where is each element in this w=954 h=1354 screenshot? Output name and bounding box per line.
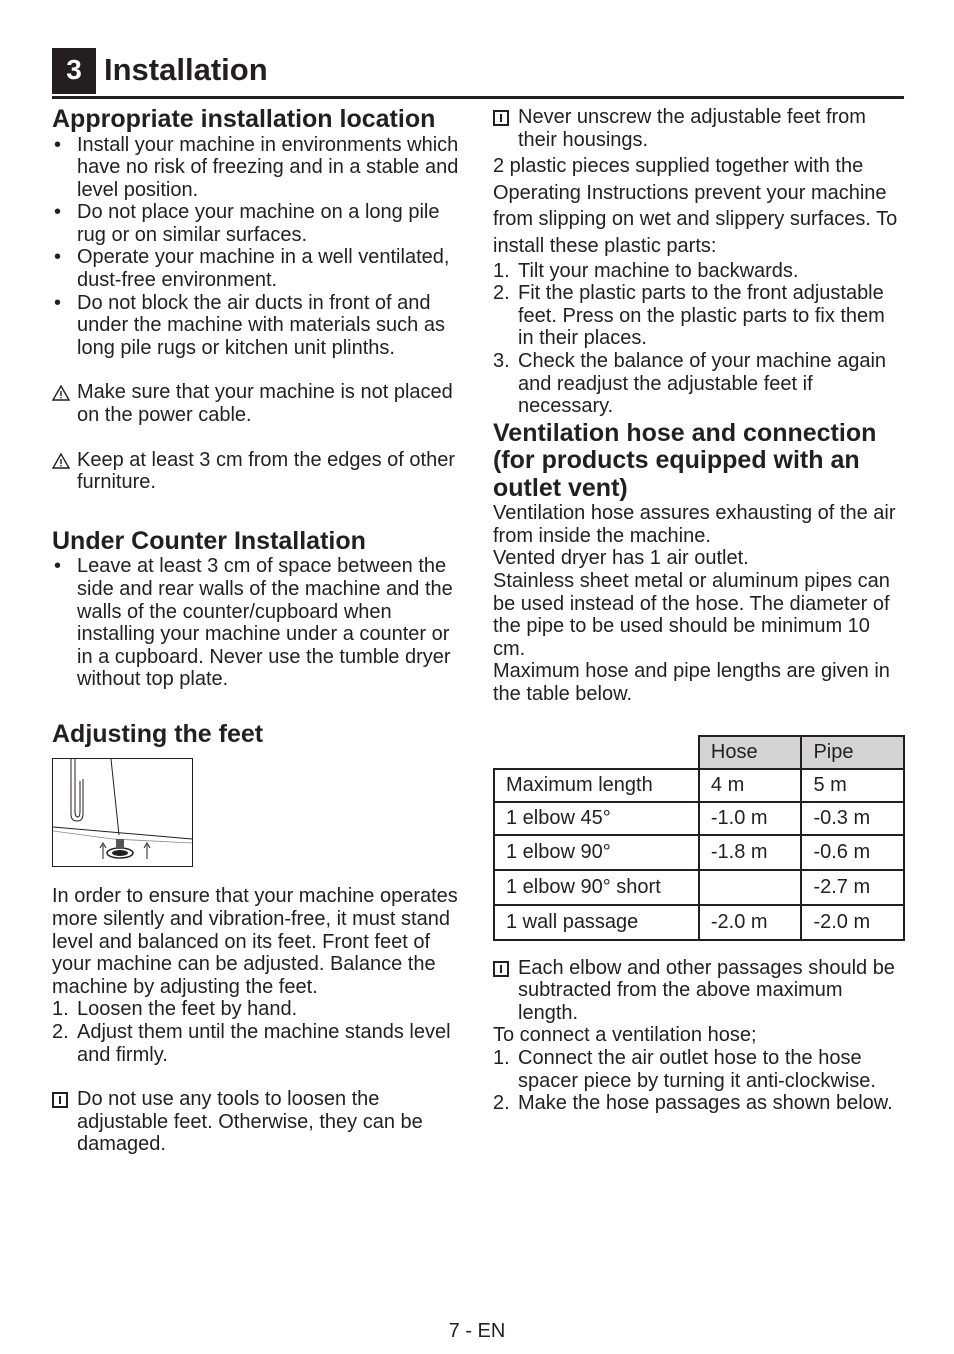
vent-paragraph: Ventilation hose assures exhausting of the air from inside the machine. bbox=[493, 502, 896, 547]
list-item: • Operate your machine in a well ventilated, dust-free environment. bbox=[54, 246, 450, 292]
connect-intro: To connect a ventilation hose; bbox=[493, 1024, 757, 1047]
connect-steps-list bbox=[493, 1047, 905, 1115]
hose-length-table bbox=[493, 735, 905, 941]
info-icon bbox=[493, 109, 509, 132]
warning-note: Keep at least 3 cm from the edges of other furniture. bbox=[52, 449, 460, 494]
list-item: • Leave at least 3 cm of space between the side and rear walls of the machine and the walls of the counter/cupboard when installing your machine under a counter or in a cupboard. Never use the tumble dryer without top plate. bbox=[54, 555, 453, 691]
heading-ventilation-hose: Ventilation hose and connection (for products equipped with an outlet vent) bbox=[493, 418, 877, 502]
section-number: 3 bbox=[52, 48, 96, 94]
table-row: 1 elbow 90° -1.8 m -0.6 m bbox=[494, 835, 904, 870]
info-note: Do not use any tools to loosen the adjustable feet. Otherwise, they can be damaged. bbox=[52, 1088, 460, 1156]
table-row: 1 elbow 45° -1.0 m -0.3 m bbox=[494, 802, 904, 835]
list-item: 1. Connect the air outlet hose to the hose spacer piece by turning it anti-clockwise. bbox=[493, 1046, 876, 1092]
info-icon bbox=[493, 960, 509, 983]
list-item: • Do not place your machine on a long pile rug or on similar surfaces. bbox=[54, 201, 440, 246]
table-row: 1 elbow 90° short -2.7 m bbox=[494, 870, 904, 905]
vent-paragraph: Maximum hose and pipe lengths are given in the table below. bbox=[493, 660, 890, 705]
page-title: Installation bbox=[104, 52, 268, 87]
list-item: 1. Loosen the feet by hand. bbox=[52, 998, 298, 1021]
heading-adjusting-feet: Adjusting the feet bbox=[52, 719, 264, 748]
table-row: 1 wall passage -2.0 m -2.0 m bbox=[494, 905, 904, 940]
list-item: 2. Make the hose passages as shown below. bbox=[493, 1092, 893, 1115]
plastic-steps-list bbox=[493, 260, 905, 418]
right-column bbox=[493, 106, 905, 1115]
left-column bbox=[52, 106, 460, 1156]
table-header-row bbox=[494, 736, 904, 769]
list-item: • Do not block the air ducts in front of and under the machine with materials such as long pile rugs or kitchen unit plinths. bbox=[54, 291, 445, 359]
adjustable-feet-illustration bbox=[52, 758, 193, 867]
feet-steps-list bbox=[52, 998, 460, 1066]
vent-paragraph: Vented dryer has 1 air outlet. bbox=[493, 547, 749, 570]
page-number: 7 - EN bbox=[448, 1320, 506, 1342]
under-counter-bullet-list bbox=[52, 555, 460, 691]
vent-paragraph: Stainless sheet metal or aluminum pipes can be used instead of the hose. The diameter of the pipe to be used should be minimum 10 cm. bbox=[493, 570, 890, 660]
info-icon bbox=[52, 1091, 68, 1114]
list-item: • Install your machine in environments which have no risk of freezing and in a stable and level position. bbox=[54, 133, 459, 201]
section-header bbox=[52, 48, 904, 99]
column-header-hose: Hose bbox=[699, 736, 802, 769]
column-header-pipe: Pipe bbox=[801, 736, 904, 769]
info-note: Never unscrew the adjustable feet from their housings. bbox=[493, 106, 905, 151]
feet-intro-text: In order to ensure that your machine operates more silently and vibration-free, it must stand level and balanced on its feet. Front feet of your machine can be adjusted. Balance the machine by adjusting the feet. bbox=[52, 885, 458, 998]
warning-triangle-icon bbox=[52, 452, 70, 475]
list-item: 1. Tilt your machine to backwards. bbox=[493, 259, 799, 282]
warning-note: Make sure that your machine is not placed on the power cable. bbox=[52, 381, 460, 426]
table-row: Maximum length 4 m 5 m bbox=[494, 769, 904, 802]
list-item: 3. Check the balance of your machine again and readjust the adjustable feet if necessary. bbox=[493, 349, 887, 418]
list-item: 2. Fit the plastic parts to the front adjustable feet. Press on the plastic parts to fix them in their places. bbox=[493, 282, 885, 350]
warning-triangle-icon bbox=[52, 384, 70, 407]
location-bullet-list bbox=[52, 134, 460, 360]
plastic-parts-intro: 2 plastic pieces supplied together with the Operating Instructions prevent your machine from slipping on wet and slippery surfaces. To install these plastic parts: bbox=[493, 155, 898, 257]
heading-appropriate-location: Appropriate installation location bbox=[52, 105, 436, 133]
list-item: 2. Adjust them until the machine stands level and firmly. bbox=[52, 1020, 451, 1066]
heading-under-counter: Under Counter Installation bbox=[52, 526, 366, 555]
info-note: Each elbow and other passages should be subtracted from the above maximum length. bbox=[493, 957, 905, 1025]
